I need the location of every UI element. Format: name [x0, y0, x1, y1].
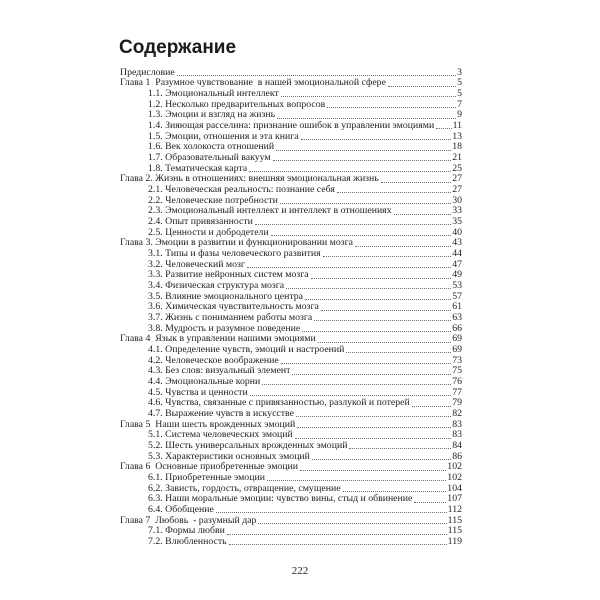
dot-leader — [321, 310, 451, 311]
toc-entry-title: 3.4. Физическая структура мозга — [148, 281, 285, 292]
toc-chapter-entry — [120, 334, 462, 345]
toc-entry-page: 43 — [452, 237, 462, 249]
toc-section-entry — [120, 249, 462, 260]
toc-chapter-entry — [120, 516, 462, 527]
page-number: 222 — [291, 565, 309, 577]
toc-entry-page: 102 — [447, 461, 462, 473]
toc-entry-page: 40 — [452, 226, 462, 238]
toc-chapter-entry — [120, 78, 462, 89]
dot-leader — [267, 480, 446, 481]
toc-entry-page: 5 — [457, 87, 462, 99]
toc-section-entry — [120, 537, 462, 548]
toc-entry-page: 86 — [452, 450, 462, 462]
dot-leader — [296, 416, 451, 417]
toc-section-entry — [120, 473, 462, 484]
dot-leader — [394, 214, 452, 215]
toc-section-entry — [120, 526, 462, 537]
dot-leader — [249, 171, 451, 172]
dot-leader — [300, 470, 446, 471]
toc-section-entry — [120, 388, 462, 399]
toc-entry-page: 115 — [447, 514, 462, 526]
toc-entry-title: 2.3. Эмоциональный интеллект и интеллект в отношениях — [148, 206, 392, 217]
toc-entry-title: 4.7. Выражение чувств в искусстве — [148, 409, 294, 420]
toc-section-entry — [120, 409, 462, 420]
dot-leader — [337, 192, 451, 193]
toc-section-entry — [120, 356, 462, 367]
dot-leader — [381, 182, 451, 183]
dot-leader — [271, 235, 452, 236]
toc-entry-title: 1.8. Тематическая карта — [148, 163, 248, 174]
dot-leader — [318, 342, 451, 343]
toc-section-entry — [120, 89, 462, 100]
toc-entry-page: 9 — [457, 109, 462, 121]
toc-entry-title: 3.8. Мудрость и разумное поведение — [148, 323, 301, 334]
toc-entry-title: 6.4. Обобщение — [148, 505, 214, 516]
toc-section-entry — [120, 196, 462, 207]
page-title: Содержание — [119, 37, 237, 58]
toc-chapter-entry — [120, 68, 462, 79]
toc-section-entry — [120, 430, 462, 441]
toc-entry-title: 6.1. Приобретенные эмоции — [148, 473, 265, 484]
toc-entry-title: 4.1. Определение чувств, эмоций и настроений — [148, 345, 345, 356]
toc-entry-title: 4.6. Чувства, связанные с привязанностью, разлукой и потерей — [148, 398, 410, 409]
toc-section-entry — [120, 441, 462, 452]
dot-leader — [295, 438, 451, 439]
toc-entry-title: Глава 5 Наши шесть врожденных эмоций — [120, 419, 296, 430]
toc-entry-page: 27 — [452, 173, 462, 185]
toc-entry-title: 1.2. Несколько предварительных вопросов — [148, 99, 326, 110]
dot-leader — [412, 406, 451, 407]
toc-entry-page: 83 — [452, 429, 462, 441]
toc-chapter-entry — [120, 420, 462, 431]
toc-section-entry — [120, 110, 462, 121]
toc-section-entry — [120, 313, 462, 324]
toc-entry-title: Глава 3. Эмоции в развитии и функционировании мозга — [120, 238, 353, 249]
dot-leader — [280, 203, 451, 204]
toc-entry-page: 61 — [452, 301, 462, 313]
toc-section-entry — [120, 281, 462, 292]
toc-chapter-entry — [120, 238, 462, 249]
toc-chapter-entry — [120, 174, 462, 185]
dot-leader — [355, 246, 451, 247]
toc-entry-page: 49 — [452, 269, 462, 281]
toc-section-entry — [120, 398, 462, 409]
toc-section-entry — [120, 292, 462, 303]
toc-entry-title: 1.7. Образовательный вакуум — [148, 152, 271, 163]
toc-entry-title: 1.4. Зияющая расселина: признание ошибок в управлении эмоциями — [148, 120, 435, 131]
toc-section-entry — [120, 121, 462, 132]
toc-section-entry — [120, 153, 462, 164]
dot-leader — [227, 534, 447, 535]
dot-leader — [414, 502, 446, 503]
toc-entry-page: 77 — [452, 386, 462, 398]
toc-section-entry — [120, 377, 462, 388]
toc-entry-title: 2.4. Опыт привязанности — [148, 216, 253, 227]
toc-entry-title: 2.2. Человеческие потребности — [148, 195, 278, 206]
toc-entry-title: 7.1. Формы любви — [148, 526, 225, 537]
toc-section-entry — [120, 452, 462, 463]
dot-leader — [281, 96, 456, 97]
toc-entry-page: 115 — [447, 525, 462, 537]
toc-entry-title: 7.2. Влюбленность — [148, 537, 227, 548]
dot-leader — [277, 118, 456, 119]
toc-entry-page: 63 — [452, 312, 462, 324]
dot-leader — [258, 523, 446, 524]
toc-entry-title: 2.1. Человеческая реальность: познание себя — [148, 184, 335, 195]
toc-section-entry — [120, 185, 462, 196]
toc-entry-page: 44 — [452, 248, 462, 259]
toc-entry-title: 4.2. Человеческое воображение — [148, 355, 279, 366]
table-of-contents — [120, 68, 462, 548]
toc-entry-page: 119 — [447, 536, 462, 548]
toc-entry-page: 27 — [452, 183, 462, 195]
dot-leader — [388, 86, 456, 87]
toc-section-entry — [120, 100, 462, 111]
toc-entry-page: 66 — [452, 322, 462, 334]
toc-entry-page: 33 — [452, 205, 462, 217]
dot-leader — [302, 331, 451, 332]
toc-section-entry — [120, 132, 462, 143]
dot-leader — [327, 107, 456, 108]
toc-entry-title: 3.7. Жизнь с пониманием работы мозга — [148, 313, 313, 324]
dot-leader — [216, 512, 447, 513]
dot-leader — [177, 75, 456, 76]
dot-leader — [343, 491, 447, 492]
dot-leader — [349, 448, 451, 449]
dot-leader — [255, 224, 451, 225]
toc-entry-page: 5 — [457, 77, 462, 89]
toc-entry-title: 3.3. Развитие нейронных систем мозга — [148, 270, 309, 281]
toc-entry-page: 107 — [447, 493, 462, 505]
dot-leader — [297, 427, 451, 428]
toc-entry-page: 76 — [452, 376, 462, 388]
toc-entry-page: 112 — [447, 504, 462, 516]
toc-entry-page: 18 — [452, 141, 462, 153]
toc-entry-title: Глава 1 Разумное чувствование в нашей эмоциональной сфере — [120, 78, 386, 89]
dot-leader — [262, 384, 451, 385]
toc-section-entry — [120, 324, 462, 335]
toc-entry-title: Глава 2. Жизнь в отношениях: внешняя эмоциональная жизнь — [120, 174, 379, 185]
toc-section-entry — [120, 366, 462, 377]
toc-entry-page: 21 — [452, 151, 462, 163]
dot-leader — [311, 278, 452, 279]
dot-leader — [247, 267, 451, 268]
toc-entry-title: 1.1. Эмоциональный интеллект — [148, 88, 279, 99]
dot-leader — [346, 352, 451, 353]
toc-section-entry — [120, 345, 462, 356]
toc-entry-page: 11 — [452, 119, 462, 131]
toc-section-entry — [120, 494, 462, 505]
toc-entry-page: 69 — [452, 344, 462, 356]
toc-section-entry — [120, 270, 462, 281]
toc-entry-title: Глава 7 Любовь - разумный дар — [120, 515, 257, 526]
toc-chapter-entry — [120, 462, 462, 473]
toc-entry-page: 47 — [452, 258, 462, 270]
toc-entry-page: 57 — [452, 290, 462, 302]
toc-section-entry — [120, 505, 462, 516]
toc-entry-page: 75 — [452, 365, 462, 377]
toc-entry-title: 4.3. Без слов: визуальный элемент — [148, 366, 291, 377]
toc-entry-title: 5.2. Шесть универсальных врожденных эмоций — [148, 441, 348, 452]
toc-section-entry — [120, 164, 462, 175]
toc-section-entry — [120, 206, 462, 217]
toc-entry-page: 69 — [452, 333, 462, 345]
toc-entry-page: 84 — [452, 440, 462, 452]
dot-leader — [301, 139, 452, 140]
toc-entry-page: 73 — [452, 354, 462, 366]
toc-entry-page: 83 — [452, 418, 462, 430]
toc-entry-title: 1.5. Эмоции, отношения и эта книга — [148, 131, 299, 142]
toc-entry-page: 53 — [452, 280, 462, 292]
toc-entry-page: 82 — [452, 408, 462, 420]
toc-entry-title: 5.1. Система человеческих эмоций — [148, 430, 293, 441]
toc-entry-page: 35 — [452, 215, 462, 227]
dot-leader — [281, 363, 452, 364]
dot-leader — [312, 459, 451, 460]
toc-entry-title: 6.3. Наши моральные эмоции: чувство вины, стыд и обвинение — [148, 494, 413, 505]
toc-section-entry — [120, 260, 462, 271]
toc-entry-page: 13 — [452, 130, 462, 142]
toc-entry-title: Глава 6 Основные приобретенные эмоции — [120, 462, 299, 473]
toc-entry-page: 25 — [452, 162, 462, 174]
toc-entry-title: 3.5. Влияние эмоционального центра — [148, 291, 303, 302]
dot-leader — [273, 160, 452, 161]
toc-entry-page: 3 — [457, 66, 462, 78]
toc-entry-title: 4.4. Эмоциональные корни — [148, 377, 261, 388]
toc-section-entry — [120, 302, 462, 313]
toc-entry-title: 3.6. Химическая чувствительность мозга — [148, 302, 319, 313]
toc-entry-title: 1.6. Век холокоста отношений — [148, 142, 275, 153]
toc-entry-page: 79 — [452, 397, 462, 409]
toc-entry-title: 6.2. Зависть, гордость, отвращение, смущение — [148, 483, 341, 494]
toc-entry-title: 1.3. Эмоции и взгляд на жизнь — [148, 110, 276, 121]
toc-section-entry — [120, 228, 462, 239]
toc-entry-page: 102 — [447, 472, 462, 484]
toc-entry-title: 3.1. Типы и фазы человеческого развития — [148, 249, 321, 259]
dot-leader — [305, 299, 451, 300]
dot-leader — [250, 395, 452, 396]
dot-leader — [229, 544, 447, 545]
toc-entry-title: 5.3. Характеристики основных эмоций — [148, 451, 310, 462]
toc-entry-title: Предисловие — [120, 67, 175, 78]
toc-section-entry — [120, 484, 462, 495]
toc-entry-title: 4.5. Чувства и ценности — [148, 387, 248, 398]
toc-entry-title: Глава 4 Язык в управлении нашими эмоциями — [120, 334, 316, 345]
dot-leader — [323, 256, 452, 257]
toc-entry-page: 30 — [452, 194, 462, 206]
toc-entry-page: 7 — [457, 98, 462, 110]
dot-leader — [276, 150, 451, 151]
toc-section-entry — [120, 217, 462, 228]
toc-entry-title: 2.5. Ценности и добродетели — [148, 227, 269, 238]
dot-leader — [292, 374, 451, 375]
dot-leader — [286, 288, 451, 289]
toc-entry-title: 3.2. Человеческий мозг — [148, 259, 245, 270]
dot-leader — [314, 320, 451, 321]
dot-leader — [436, 128, 451, 129]
toc-entry-page: 104 — [447, 482, 462, 494]
toc-section-entry — [120, 142, 462, 153]
